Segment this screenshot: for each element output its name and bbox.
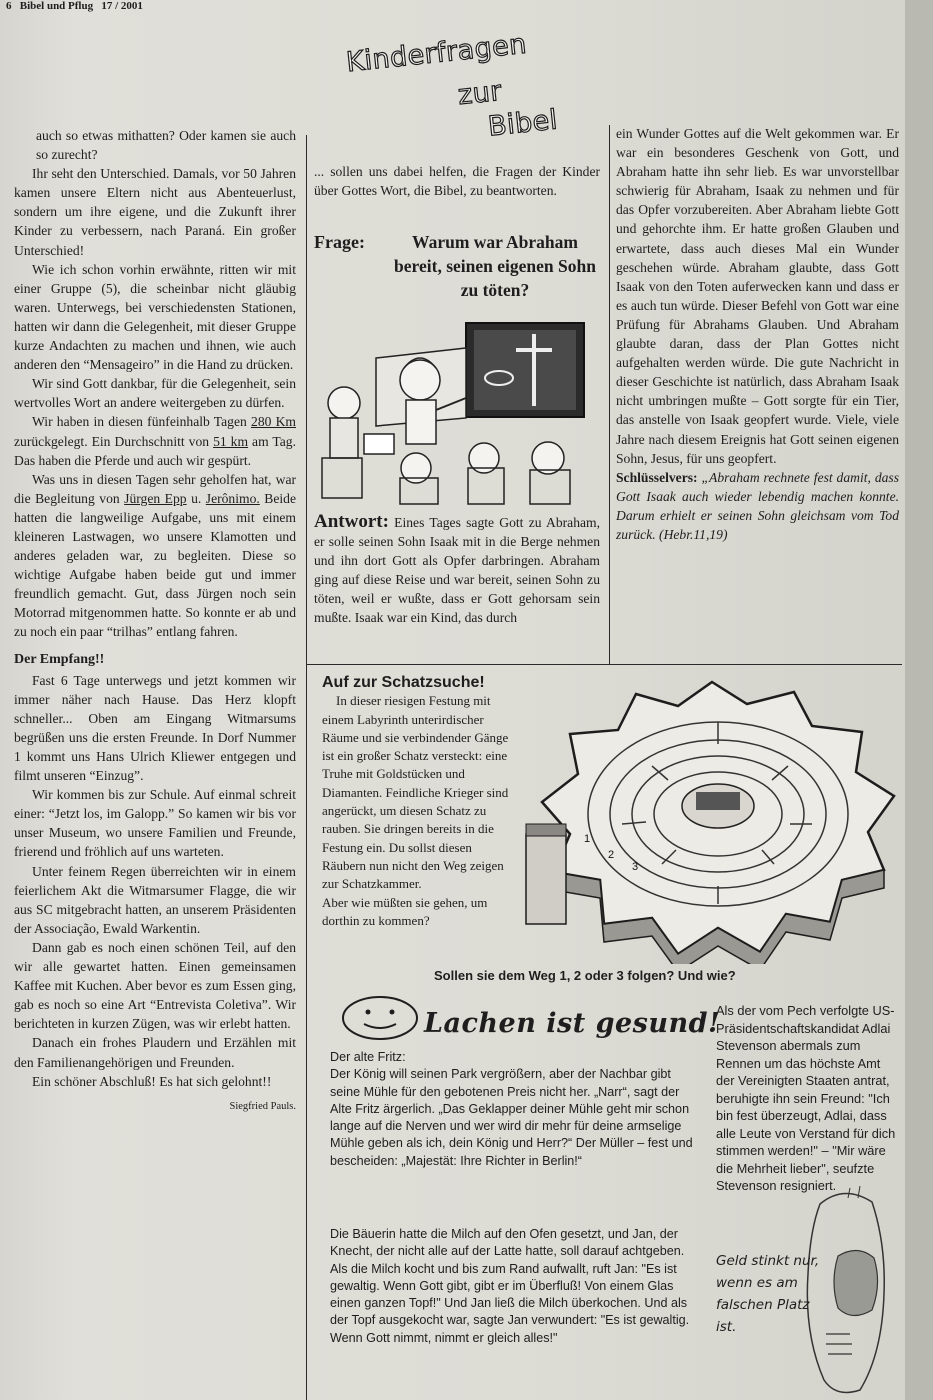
joke-1 [330, 1049, 702, 1170]
signature: Siegfried Pauls. [229, 1100, 296, 1112]
paragraph: Wir haben in diesen fünfeinhalb Tagen 280 Km zurückgelegt. Ein Durchschnitt von 51 km am Tag. Das haben die Pferde und auch wir gespürt. [14, 414, 297, 468]
section-rule [306, 664, 902, 665]
column-rule [306, 135, 307, 665]
path-label-1: 1 [584, 833, 591, 845]
treasure-question: Sollen sie dem Weg 1, 2 oder 3 folgen? Und wie? [434, 968, 736, 983]
treasure-paragraph-2: Aber wie müßten sie gehen, um dorthin zu kommen? [322, 894, 488, 928]
title-line-1: Kinderfragen [344, 28, 529, 79]
treasure-heading: Auf zur Schatzsuche! [322, 674, 485, 691]
paragraph: Wie ich schon vorhin erwähnte, ritten wir mit einer Gruppe (5), die scheinbar nicht gläubig waren. Unterwegs, bei verschiedensten Stationen, hatten wir dann die Gelegenheit, mit dieser Gruppe kurze Andachten zu machen und ihnen, wie auch anderen den “Mensageiro” in die Hand zu drücken. [14, 261, 296, 373]
paragraph: Wir sind Gott dankbar, für die Gelegenheit, sein wertvolles Wort an andere weitergeben zu dürfen. [14, 376, 296, 411]
joke-1-title: Der alte Fritz: [330, 1050, 406, 1064]
paragraph: Unter feinem Regen überreichten wir in einem feierlichem Akt die Witmarsumer Flagge, die wir aus SC mitgebracht hatten, an unserem Präsidenten der Associação, Ewald Warkentin. [14, 863, 296, 936]
paragraph: Ein schöner Abschluß! Es hat sich gelohnt!! [32, 1073, 272, 1089]
key-verse: Schlüsselvers: „Abraham rechnete fest damit, dass Gott Isaak auch wieder lebendig machen konnte. Darum erhielt er seinen Sohn gleichsam vom Tod zurück. (Hebr.11,19) [616, 469, 899, 542]
subheading: Der Empfang!! [14, 651, 105, 667]
title-line-3: Bibel [486, 104, 560, 143]
question-label: Frage: [314, 232, 365, 252]
paragraph: Danach ein frohes Plaudern und Erzählen mit den Familienangehörigen und Freunden. [14, 1035, 296, 1070]
left-column [14, 126, 296, 1116]
humor-title: Lachen ist gesund! [424, 1008, 721, 1039]
joke-3: Die Bäuerin hatte die Milch auf den Ofen gesetzt, und Jan, der Knecht, der nicht alle auf der Latte hatte, soll darauf achtgeben. Als die Milch kocht und bis zum Rand aufwallt, ruft Jan: "Es ist gewaltig. Wenn Gott gibt, gibt er im Überfluß! Von einem Glas einen ganzen Topf!" Und Jan ließ die Milch überkochen. Und als der Topf ausgekocht war, sagte Jan verwundert: "Es ist gewaltig. Wenn Gott nimmt, nimmt er gleich alles!" [330, 1227, 690, 1345]
issue-number: 17 / 2001 [101, 0, 143, 12]
answer-text: Eines Tages sagte Gott zu Abraham, er solle seinen Sohn Isaak mit in die Berge nehmen und ihn dort Gott als Opfer darbringen. Abraham ging auf diese Reise und war bereit, seinen Sohn zu töten, weil er wußte, dass er Gott gehorsam sein mußte. Isaak war ein Kind, das durch [314, 515, 600, 626]
column-rule [306, 664, 307, 1400]
joke-1-text: Der König will seinen Park vergrößern, aber der Nachbar gibt seine Mühle für den gebotenen Preis nicht her. „Narr“, sagt der Alte Fritz ärgerlich. „Das Geklapper deiner Mühle geht mir schon lange auf die Nerven und wer wird dir mehr für deine armselige Mühle geben als ich, dein König und Herr?“ Der Müller – fest und bescheiden: „Majestät: Ihre Richter in Berlin!“ [330, 1067, 693, 1168]
intro-paragraph: ... sollen uns dabei helfen, die Fragen der Kinder über Gottes Wort, die Bibel, zu beantworten. [314, 164, 600, 199]
fortress-maze-illustration [512, 674, 900, 964]
paragraph: Ihr seht den Unterschied. Damals, vor 50 Jahren kamen unsere Eltern nicht aus Abenteuerlust, sondern um ihre eigene, und die Zukunft ihrer Kinder zu verbessern, nach Paraná. Ein großer Unterschied! [14, 166, 296, 258]
treasure-paragraph: In dieser riesigen Festung mit einem Labyrinth unterirdischer Räume und sie verbindender Gänge ist ein großer Schatz versteckt: eine Truhe mit Goldstücken und Diamanten. Feindliche Krieger sind angerückt, um diesen Schatz zu rauben. Sie dringen bereits in die Festung ein. Du sollst diesen Räubern nun nicht den Weg zeigen zur Schatzkammer. [322, 693, 509, 892]
publication-name: Bibel und Pflug [19, 0, 94, 12]
paragraph: auch so etwas mithatten? Oder kamen sie auch so zurecht? [36, 128, 296, 163]
adjacent-page-edge [905, 0, 933, 1400]
joke-2: Als der vom Pech verfolgte US-Präsidentschaftskandidat Adlai Stevenson abermals zum Rennen um das höchste Amt der Vereinigten Staaten antrat, beruhigte ihn sein Freund: "Ich bin fest überzeugt, Adlai, dass alle Leute von Verstand für dich stimmen werden!" – "Mir wäre die Mehrheit lieber", seufzte Stevenson resigniert. [716, 1003, 896, 1193]
paragraph: Fast 6 Tage unterwegs und jetzt kommen wir immer näher nach Hause. Das Herz klopft schneller... Oben am Eingang Witmarsums begrüßen uns die ersten Freunde. In Dorf Nummer 1 kommt uns Hans Ulrich Kliewer entgegen und filmt unseren “Einzug”. [14, 672, 296, 784]
answer-block [314, 512, 600, 628]
paragraph: ein Wunder Gottes auf die Welt gekommen war. Er war ein besonderes Geschenk von Gott, und Abraham hatte ihn sehr lieb. Es war unvorstellbar schwierig für Abraham, Isaak zu nehmen und für das Opfer vorzubereiten. Aber Abraham liebte Gott und gehorchte ihm. Er hatte großen Glauben und erwartete, dass auch dieses Mal ein Wunder geschehen würde. Abraham glaubte, dass Gott Isaak von den Toten auferwecken kann und dass er es auch tun würde. Dieser Befehl von Gott war eine Prüfung für Abrahams Glauben. Und Abraham glaubte daran, dass der Plan Gottes nicht aufgehalten werden würde. Die gute Nachricht in dieser Geschichte ist natürlich, dass Abraham Isaak nicht umbringen mußte – Gott sorgte für ein Tier, das anstelle von Isaak geopfert wurde. Viele, viele Jahre nach diesem Ereignis hat Gott seinen eigenen Sohn, Jesus, für uns geopfert. [616, 126, 899, 466]
paragraph: Dann gab es noch einen schönen Teil, auf den wir alle gewartet hatten. Einen gemeinsamen Kaffee mit Kuchen. Aber bevor es zum Essen ging, gab es noch so eine Art “Entrevista Coletiva”. Wir berichteten in kurzen Zügen, was wir erlebt hatten. [14, 939, 296, 1032]
answer-label: Antwort: [314, 511, 389, 532]
page-number: 6 [6, 0, 12, 12]
title-line-2: zur [456, 75, 504, 112]
question-text: Warum war Abraham bereit, seinen eigenen Sohn zu töten? [394, 232, 596, 300]
paragraph: Was uns in diesen Tagen sehr geholfen hat, war die Begleitung von Jürgen Epp u. Jerônimo. Beide hatten die langweilige Aufgabe, uns mit einem kleineren Lastwagen, wo unsere Klamotten und anderes geladen war, zu begleiten. Diese so wichtige Aufgabe haben beide gut und immer freundlich gemacht. Gut, dass Jürgen noch sein Motorrad mitgenommen hatte. So konnte er ab und zu noch ein paar “trilhas” entlang fahren. [14, 471, 296, 640]
right-column [616, 124, 899, 544]
column-rule [609, 125, 610, 665]
paragraph: Wir kommen bis zur Schule. Auf einmal schreit einer: “Jetzt los, im Galopp.” So kamen wir bis vor unser Museum, wo unsere Familien und Freunde, frierend und fröhlich auf uns warteten. [14, 787, 296, 860]
path-label-2: 2 [608, 849, 615, 861]
classroom-illustration [316, 318, 600, 506]
page-header [6, 0, 143, 12]
intro-text [314, 162, 600, 200]
path-label-3: 3 [632, 861, 639, 873]
smiley-icon [340, 994, 420, 1042]
handwritten-note: Geld stinkt nur, wenn es am falschen Platz ist. [716, 1253, 820, 1335]
treasure-hunt-text [322, 674, 512, 930]
